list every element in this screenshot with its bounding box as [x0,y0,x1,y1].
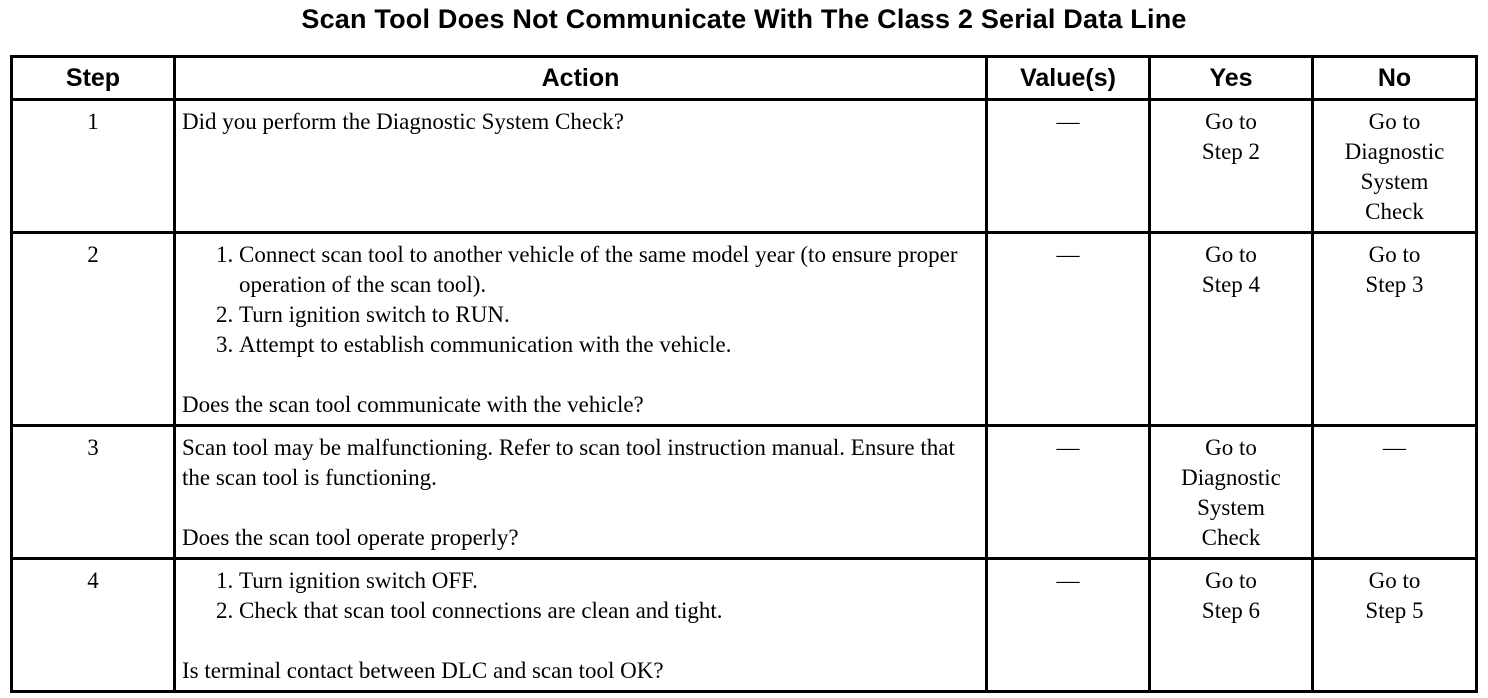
yes-line: Go to [1205,568,1257,593]
yes-cell [1150,426,1313,559]
action-question: Does the scan tool operate properly? [182,525,519,550]
action-list-item: 1. Turn ignition switch OFF. [239,566,979,596]
action-list-item: 2. Turn ignition switch to RUN. [239,300,979,330]
yes-line: Step 6 [1201,598,1261,623]
no-line: System [1360,169,1429,194]
yes-cell [1150,559,1313,692]
action-list-item: 1. Connect scan tool to another vehicle of the same model year (to ensure proper operation of the scan tool). [239,240,979,300]
yes-line: Go to [1205,109,1257,134]
table-row [12,426,1477,559]
no-cell [1313,233,1477,426]
yes-line: Diagnostic [1181,465,1281,490]
no-cell [1313,100,1477,233]
step-number: 2 [12,233,175,426]
value-cell: — [987,233,1150,426]
action-cell [175,559,987,692]
action-cell [175,233,987,426]
yes-line: Go to [1205,435,1257,460]
no-cell [1313,559,1477,692]
action-question: Is terminal contact between DLC and scan tool OK? [182,658,664,683]
step-number: 3 [12,426,175,559]
no-line: Check [1365,199,1424,224]
action-list [182,566,979,626]
no-line: Go to [1368,109,1421,134]
no-line: Diagnostic [1344,139,1445,164]
page-title: Scan Tool Does Not Communicate With The Class 2 Serial Data Line [301,4,1187,34]
yes-line: Check [1201,525,1261,550]
value-cell: — [987,100,1150,233]
yes-line: Step 4 [1201,272,1261,297]
yes-cell [1150,100,1313,233]
no-line: Go to [1368,568,1421,593]
action-list-item: 2. Check that scan tool connections are clean and tight. [239,596,979,626]
value-cell: — [987,559,1150,692]
action-list [182,240,979,360]
action-question: Does the scan tool communicate with the vehicle? [182,392,644,417]
header-no: No [1313,57,1477,100]
yes-line: Step 2 [1201,139,1261,164]
action-cell [175,100,987,233]
action-text: Did you perform the Diagnostic System Check? [182,109,625,134]
action-cell [175,426,987,559]
header-step: Step [12,57,175,100]
no-line: Step 3 [1365,272,1424,297]
no-cell: — [1313,426,1477,559]
yes-line: Go to [1205,242,1257,267]
no-line: Go to [1368,242,1421,267]
yes-cell [1150,233,1313,426]
no-line: Step 5 [1365,598,1424,623]
value-cell: — [987,426,1150,559]
diagnostic-table [10,55,1478,693]
table-row [12,559,1477,692]
yes-line: System [1197,495,1265,520]
action-list-item: 3. Attempt to establish communication with the vehicle. [239,330,979,360]
step-number: 4 [12,559,175,692]
step-number: 1 [12,100,175,233]
table-row [12,100,1477,233]
header-values: Value(s) [987,57,1150,100]
header-row [12,57,1477,100]
header-yes: Yes [1150,57,1313,100]
action-text: Scan tool may be malfunctioning. Refer to scan tool instruction manual. Ensure that the scan tool is functioning. [182,435,955,490]
header-action: Action [175,57,987,100]
table-row [12,233,1477,426]
